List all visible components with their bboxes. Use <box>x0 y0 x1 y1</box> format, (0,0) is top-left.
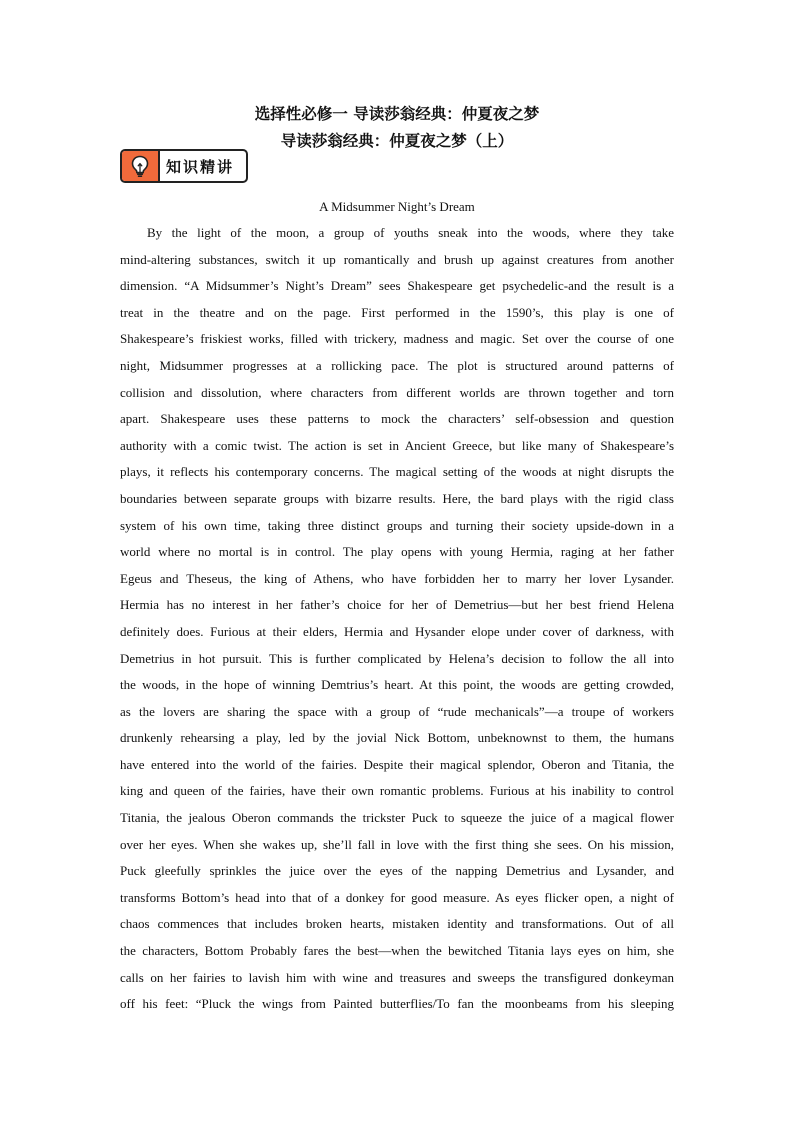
badge-icon-box <box>122 151 160 181</box>
body-line: over her eyes. When she wakes up, she’ll fall in love with the first thing she sees. On his mission, <box>120 836 674 852</box>
section-badge <box>120 149 248 183</box>
body-line: collision and dissolution, where characters from different worlds are thrown together and torn <box>120 384 674 400</box>
page-title: 选择性必修一 导读莎翁经典：仲夏夜之梦 <box>254 105 540 123</box>
body-line: world where no mortal is in control. The play opens with young Hermia, raging at her father <box>120 544 674 560</box>
badge-label: 知识精讲 <box>166 158 235 176</box>
body-line: chaos commences that includes broken hearts, mistaken identity and transformations. Out of all <box>120 916 674 932</box>
lightbulb-icon <box>129 154 151 178</box>
body-line: as the lovers are sharing the space with a group of “rude mechanicals”—a troupe of workers <box>120 703 674 719</box>
body-line: definitely does. Furious at their elders, Hermia and Hysander elope under cover of darkness, with <box>120 623 674 639</box>
body-line: plays, it reflects his contemporary concerns. The magical setting of the woods at night disrupts the <box>120 464 674 480</box>
body-line: off his feet: “Pluck the wings from Painted butterflies/To fan the moonbeams from his sleeping <box>120 996 674 1012</box>
body-line: Egeus and Theseus, the king of Athens, who have forbidden her to marry her lover Lysander. <box>120 570 674 586</box>
body-line: transforms Bottom’s head into that of a donkey for good measure. As eyes flicker open, a night of <box>120 889 674 905</box>
body-line: dimension. “A Midsummer’s Night’s Dream” sees Shakespeare get psychedelic-and the result is a <box>120 278 674 294</box>
body-line: calls on her fairies to lavish him with wine and treasures and sweeps the transfigured donkeyman <box>120 969 674 985</box>
body-line: system of his own time, taking three distinct groups and turning their society upside-down in a <box>120 517 674 533</box>
body-line: Titania, the jealous Oberon commands the trickster Puck to squeeze the juice of a magical flower <box>120 810 674 826</box>
body-line: Shakespeare’s friskiest works, filled with trickery, madness and magic. Set over the course of one <box>120 331 674 347</box>
body-line: authority with a comic twist. The action is set in Ancient Greece, but like many of Shakespeare’s <box>120 437 674 453</box>
body-line: the woods, in the hope of winning Demtrius’s heart. At this point, the woods are getting crowded, <box>120 677 674 693</box>
body-line: Demetrius in hot pursuit. This is further complicated by Helena’s decision to follow the all into <box>120 650 674 666</box>
body-line: Puck gleefully sprinkles the juice over the eyes of the napping Demetrius and Lysander, and <box>120 863 674 879</box>
page-subtitle: 导读莎翁经典：仲夏夜之梦（上） <box>280 132 514 150</box>
body-line: king and queen of the fairies, have their own romantic problems. Furious at his inability to control <box>120 783 674 799</box>
body-line: drunkenly rehearsing a play, led by the jovial Nick Bottom, unbeknownst to them, the humans <box>120 730 674 746</box>
body-line: mind-altering substances, switch it up romantically and brush up against creatures from another <box>120 251 674 267</box>
body-line: By the light of the moon, a group of youths sneak into the woods, where they take <box>147 225 674 240</box>
body-line: treat in the theatre and on the page. First performed in the 1590’s, this play is one of <box>120 304 674 320</box>
body-line: apart. Shakespeare uses these patterns to mock the characters’ self-obsession and question <box>120 411 674 427</box>
article-title: A Midsummer Night’s Dream <box>319 199 475 214</box>
body-line: have entered into the world of the fairies. Despite their magical splendor, Oberon and Titania, the <box>120 756 674 772</box>
body-line: night, Midsummer progresses at a rollicking pace. The plot is structured around patterns of <box>120 357 674 373</box>
body-line: the characters, Bottom Probably fares the best—when the bewitched Titania lays eyes on him, she <box>120 943 674 959</box>
body-line: Hermia has no interest in her father’s choice for her of Demetrius—but her best friend Helena <box>120 597 674 613</box>
body-line: boundaries between separate groups with bizarre results. Here, the bard plays with the rigid class <box>120 490 674 506</box>
article-body <box>120 220 674 1018</box>
